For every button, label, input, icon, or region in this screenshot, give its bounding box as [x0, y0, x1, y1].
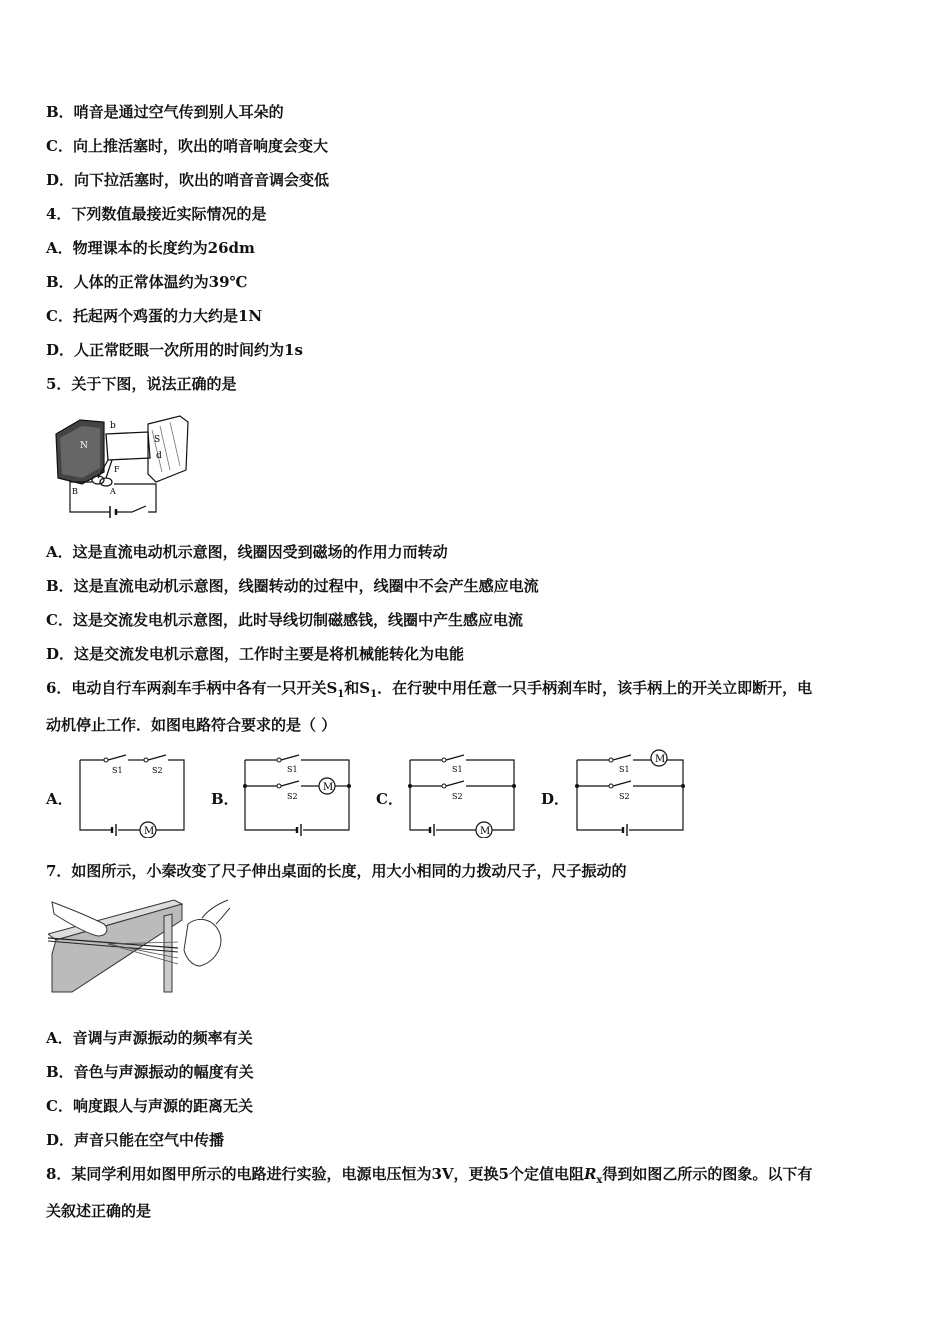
ruler-vibration-figure: [48, 894, 230, 994]
q6-stem-line2: 动机停止工作．如图电路符合要求的是（ ）: [46, 716, 337, 734]
south-magnet: [148, 416, 188, 482]
circuit-d-s2: S2: [619, 792, 630, 801]
label-s: S: [154, 435, 161, 445]
circuit-c-s1: S1: [452, 765, 463, 774]
circuit-a-s1: S1: [112, 766, 123, 775]
circuit-b-label: B．: [211, 790, 239, 808]
circuit-d-s1: S1: [619, 765, 630, 774]
circuit-b-motor: M: [323, 782, 334, 793]
circuit-a-s2: S2: [152, 766, 163, 775]
q8-stem-line2: 关叙述正确的是: [46, 1202, 152, 1220]
circuit-c-s2: S2: [452, 792, 463, 801]
circuit-a-label: A．: [46, 790, 73, 808]
q8-stem-line1: 8．某同学利用如图甲所示的电路进行实验，电源电压恒为3V，更换5个定值电阻$R_x$得到如图乙所示的图象。以下有: [46, 1165, 813, 1186]
q7-option-c: C．响度跟人与声源的距离无关: [46, 1097, 253, 1115]
label-f: F: [114, 465, 120, 474]
switch: [116, 506, 146, 512]
q5-stem: 5．关于下图，说法正确的是: [46, 375, 237, 393]
q4-option-b: B．人体的正常体温约为39℃: [46, 273, 248, 291]
q3-option-b: B．哨音是通过空气传到别人耳朵的: [46, 103, 284, 121]
q5-option-c: C．这是交流发电机示意图，此时导线切制磁感钱，线圈中产生感应电流: [46, 611, 523, 629]
circuit-c: [404, 752, 520, 838]
circuit-a: [74, 752, 190, 838]
q4-option-c: C．托起两个鸡蛋的力大约是1N: [46, 307, 263, 325]
label-b: b: [110, 421, 116, 431]
circuit-b: [239, 752, 355, 838]
q4-stem: 4．下列数值最接近实际情况的是: [46, 205, 267, 223]
q7-option-d: D．声音只能在空气中传播: [46, 1131, 225, 1149]
circuit-d: [571, 748, 689, 838]
circuit-b-s1: S1: [287, 765, 298, 774]
q7-option-a: A．音调与声源振动的频率有关: [46, 1029, 253, 1047]
q4-option-a: A．物理课本的长度约为26dm: [46, 239, 255, 257]
coil: [106, 432, 150, 460]
q3-option-d: D．向下拉活塞时，吹出的哨音音调会变低: [46, 171, 330, 189]
q6-stem-line1: 6．电动自行车两刹车手柄中各有一只开关$S_1$和$S_1$．在行驶中用任意一只手柄刹车时，该手柄上的开关立即断开，电: [46, 679, 813, 700]
q5-option-d: D．这是交流发电机示意图，工作时主要是将机械能转化为电能: [46, 645, 465, 663]
motor-generator-figure: [52, 412, 192, 522]
label-d: d: [156, 451, 162, 461]
q7-option-b: B．音色与声源振动的幅度有关: [46, 1063, 254, 1081]
circuit-d-motor: M: [655, 754, 666, 765]
table-leg: [164, 914, 172, 992]
q7-stem: 7．如图所示，小秦改变了尺子伸出桌面的长度，用大小相同的力拨动尺子，尺子振动的: [46, 862, 627, 880]
circuit-c-motor: M: [480, 826, 491, 837]
q4-option-d: D．人正常眨眼一次所用的时间约为1s: [46, 341, 303, 359]
q3-option-c: C．向上推活塞时，吹出的哨音响度会变大: [46, 137, 328, 155]
circuit-d-label: D．: [541, 790, 570, 808]
circuit-b-s2: S2: [287, 792, 298, 801]
label-n: N: [80, 441, 88, 451]
q5-option-a: A．这是直流电动机示意图，线圈因受到磁场的作用力而转动: [46, 543, 448, 561]
label-bb: B: [72, 487, 78, 496]
circuit-c-label: C．: [376, 790, 403, 808]
label-a: A: [110, 487, 116, 496]
q5-option-b: B．这是直流电动机示意图，线圈转动的过程中，线圈中不会产生感应电流: [46, 577, 539, 595]
circuit-a-motor: M: [144, 826, 155, 837]
